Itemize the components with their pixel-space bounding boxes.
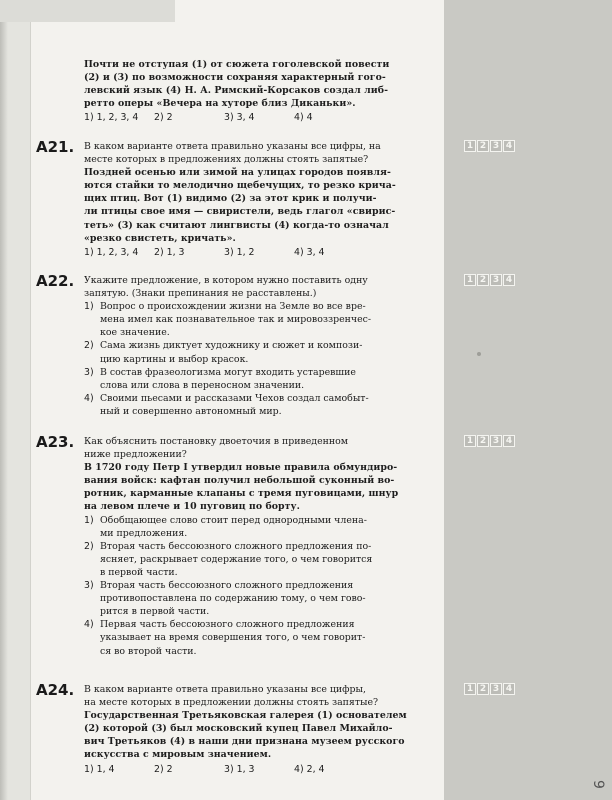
question-a21 [84,140,436,259]
answer-option[interactable]: 4) 2, 4 [294,763,325,775]
answer-box-2[interactable]: 2 [477,683,489,695]
answer-boxes [464,274,515,286]
option-number: 1) [84,301,94,313]
question-line: Как объяснить постановку двоеточия в приведенном [84,436,349,447]
answer-option[interactable]: 2) 2 [154,763,173,775]
intro-line: (2) и (3) по возможности сохраняя характерный гого- [84,72,386,84]
answer-option[interactable]: 1) 1, 4 [84,763,115,775]
text-line: ротник, карманные клапаны с тремя пуговицами, шнур [84,488,399,500]
option-line: указывает на время совершения того, о чем говорит- [100,632,366,644]
text-line: ются стайки то мелодично щебечущих, то резко крича- [84,180,396,192]
option-line: Обобщающее слово стоит перед однородными члена- [100,514,367,526]
option-line: ся во второй части. [100,645,197,657]
question-number: А22. [36,272,75,290]
answer-option[interactable]: 3) 3, 4 [224,112,255,124]
question-line: В каком варианте ответа правильно указаны все цифры, на [84,141,381,152]
answer-option[interactable] [84,579,436,618]
option-line: В состав фразеологизма могут входить устаревшие [100,366,356,378]
answer-option[interactable]: 3) 1, 3 [224,763,255,775]
answer-option[interactable] [84,514,436,540]
answer-box-4[interactable]: 4 [503,140,515,152]
question-line: ниже предложении? [84,449,187,461]
text-line: вич Третьяков (4) в наши дни признана музеем русского [84,736,405,748]
text-line: искусства с мировым значением. [84,749,272,761]
question-a23 [84,435,436,658]
option-line: кое значение. [100,327,170,339]
answer-option[interactable] [84,540,436,579]
text-line: Поздней осенью или зимой на улицах городов появля- [84,167,391,179]
option-number: 3) [84,580,94,592]
answer-option[interactable]: 1) 1, 2, 3, 4 [84,246,139,258]
answer-box-4[interactable]: 4 [503,435,515,447]
answer-boxes [464,683,515,695]
answer-boxes [464,140,515,152]
option-number: 4) [84,619,94,631]
question-a24 [84,683,436,776]
answer-boxes [464,435,515,447]
answer-option[interactable]: 4) 3, 4 [294,246,325,258]
option-line: Вопрос о происхождении жизни на Земле во все вре- [100,301,366,313]
option-line: слова или слова в переносном значении. [100,379,305,391]
answer-box-1[interactable]: 1 [464,435,476,447]
option-line: мена имел как познавательное так и мировоззренчес- [100,314,372,326]
answer-box-3[interactable]: 3 [490,140,502,152]
option-line: ясняет, раскрывает содержание того, о чем говорится [100,553,373,565]
text-line: на левом плече и 10 пуговиц по борту. [84,501,300,513]
option-number: 2) [84,340,94,352]
question-line: Укажите предложение, в котором нужно поставить одну [84,275,368,286]
answer-option[interactable] [84,392,436,418]
answer-column-band [444,0,612,800]
answer-option[interactable] [84,339,436,365]
text-line: В 1720 году Петр I утвердил новые правила обмундиро- [84,462,398,474]
text-line: «резко свистеть, кричать». [84,232,236,244]
option-number: 1) [84,514,94,526]
option-line: в первой части. [100,566,178,578]
answer-box-1[interactable]: 1 [464,683,476,695]
question-line: месте которых в предложениях должны стоять запятые? [84,154,369,166]
page-number: 9 [590,780,606,789]
text-line: ли птицы свое имя — свиристели, ведь глагол «свирис- [84,206,396,218]
answer-option[interactable]: 2) 2 [154,112,173,124]
answer-option[interactable]: 2) 1, 3 [154,246,185,258]
answers-a24 [84,763,436,776]
option-number: 2) [84,540,94,552]
intro-line: левский язык (4) Н. А. Римский-Корсаков создал либ- [84,85,389,97]
option-line: ми предложения. [100,527,188,539]
answer-box-2[interactable]: 2 [477,274,489,286]
option-line: рится в первой части. [100,606,210,618]
intro-line: Почти не отступая (1) от сюжета гоголевской повести [84,59,390,70]
answer-option[interactable]: 4) 4 [294,112,313,124]
answer-box-1[interactable]: 1 [464,140,476,152]
intro-line: ретто оперы «Вечера на хуторе близ Диканьки». [84,98,356,110]
question-number: А23. [36,433,75,451]
fold-shadow [0,0,8,800]
question-a22 [84,274,436,418]
answer-box-3[interactable]: 3 [490,274,502,286]
answer-option[interactable] [84,618,436,657]
option-line: Вторая часть бессоюзного сложного предложения [100,580,354,592]
option-line: Первая часть бессоюзного сложного предложения [100,619,355,631]
answer-box-3[interactable]: 3 [490,683,502,695]
option-number: 4) [84,392,94,404]
option-line: Своими пьесами и рассказами Чехов создал самобыт- [100,392,369,404]
answers-a21 [84,246,436,259]
answer-option[interactable]: 1) 1, 2, 3, 4 [84,112,139,124]
text-line: (2) которой (3) был московский купец Павел Михайло- [84,723,393,735]
answer-box-2[interactable]: 2 [477,435,489,447]
answer-option[interactable] [84,300,436,339]
intro-answers [84,111,436,124]
question-line: запятую. (Знаки препинания не расставлены.) [84,288,317,300]
text-line: Государственная Третьяковская галерея (1) основателем [84,710,407,722]
question-line: на месте которых в предложении должны стоять запятые? [84,697,379,709]
intro-block [84,58,436,124]
question-line: В каком варианте ответа правильно указаны все цифры, [84,684,366,695]
answer-box-1[interactable]: 1 [464,274,476,286]
answer-option[interactable]: 3) 1, 2 [224,246,255,258]
option-line: Вторая часть бессоюзного сложного предложения по- [100,540,372,552]
option-line: Сама жизнь диктует художнику и сюжет и компози- [100,340,363,352]
answer-box-3[interactable]: 3 [490,435,502,447]
question-number: А21. [36,138,75,156]
text-line: теть» (3) как считают лингвисты (4) когда-то означал [84,219,389,231]
text-line: вания войск: кафтан получил небольшой суконный во- [84,475,395,487]
answer-option[interactable] [84,366,436,392]
option-line: противопоставлена по содержанию тому, о чем гово- [100,593,366,605]
option-number: 3) [84,366,94,378]
top-strip [0,0,175,22]
text-line: щих птиц. Вот (1) видимо (2) за этот крик и получи- [84,193,377,205]
option-line: ный и совершенно автономный мир. [100,405,282,417]
answer-box-2[interactable]: 2 [477,140,489,152]
option-line: цию картины и выбор красок. [100,353,249,365]
answer-box-4[interactable]: 4 [503,274,515,286]
answer-box-4[interactable]: 4 [503,683,515,695]
speck [477,352,481,356]
question-number: А24. [36,681,75,699]
